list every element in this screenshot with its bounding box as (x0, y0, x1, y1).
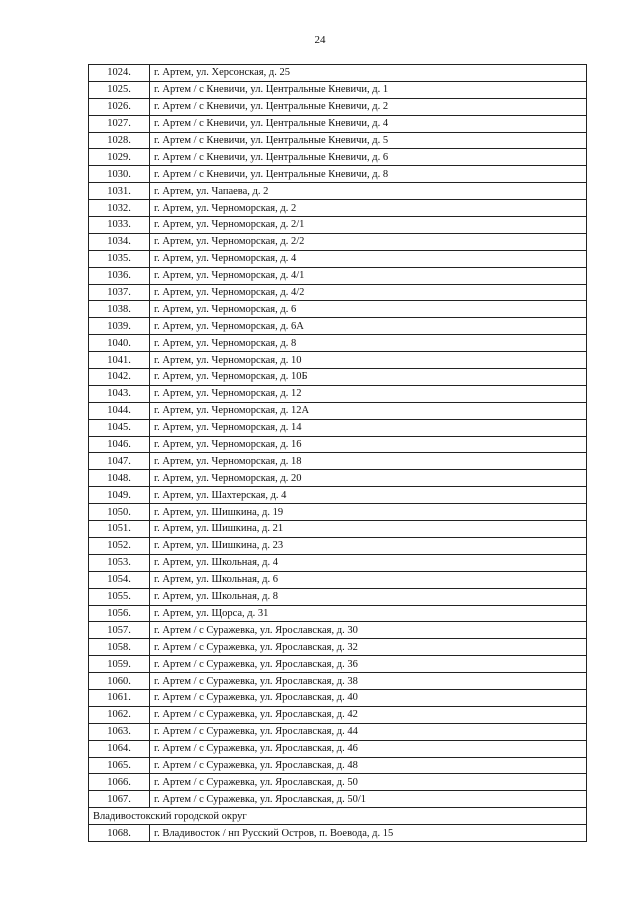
row-number: 1058. (89, 639, 150, 656)
row-address: г. Артем / с Суражевка, ул. Ярославская, д. 32 (150, 639, 587, 656)
table-row (89, 689, 587, 706)
row-address: г. Артем / с Суражевка, ул. Ярославская, д. 38 (150, 673, 587, 690)
row-number: 1028. (89, 132, 150, 149)
row-number: 1040. (89, 335, 150, 352)
section-title: Владивостокский городской округ (89, 808, 587, 825)
row-address: г. Артем, ул. Чапаева, д. 2 (150, 183, 587, 200)
row-number: 1065. (89, 757, 150, 774)
table-row (89, 740, 587, 757)
row-address: г. Артем, ул. Черноморская, д. 4/2 (150, 284, 587, 301)
row-number: 1061. (89, 689, 150, 706)
table-row (89, 81, 587, 98)
row-address: г. Артем, ул. Черноморская, д. 6А (150, 318, 587, 335)
table-row (89, 233, 587, 250)
row-address: г. Артем / с Суражевка, ул. Ярославская, д. 36 (150, 656, 587, 673)
row-number: 1026. (89, 98, 150, 115)
row-number: 1024. (89, 65, 150, 82)
row-address: г. Артем / с Кневичи, ул. Центральные Кневичи, д. 2 (150, 98, 587, 115)
table-row (89, 267, 587, 284)
row-address: г. Артем / с Кневичи, ул. Центральные Кневичи, д. 5 (150, 132, 587, 149)
table-row (89, 504, 587, 521)
row-number: 1068. (89, 825, 150, 842)
table-row (89, 673, 587, 690)
row-address: г. Артем, ул. Черноморская, д. 2 (150, 200, 587, 217)
row-address: г. Артем, ул. Щорса, д. 31 (150, 605, 587, 622)
table-row (89, 369, 587, 386)
row-address: г. Артем / с Суражевка, ул. Ярославская, д. 42 (150, 706, 587, 723)
row-address: г. Артем, ул. Шишкина, д. 19 (150, 504, 587, 521)
table-row (89, 453, 587, 470)
row-number: 1037. (89, 284, 150, 301)
table-row (89, 301, 587, 318)
table-row (89, 250, 587, 267)
row-address: г. Артем / с Суражевка, ул. Ярославская, д. 44 (150, 723, 587, 740)
table-row (89, 757, 587, 774)
row-address: г. Артем / с Суражевка, ул. Ярославская, д. 50/1 (150, 791, 587, 808)
table-row (89, 166, 587, 183)
table-row (89, 521, 587, 538)
row-address: г. Артем, ул. Черноморская, д. 20 (150, 470, 587, 487)
row-number: 1056. (89, 605, 150, 622)
table-row (89, 149, 587, 166)
row-number: 1030. (89, 166, 150, 183)
row-number: 1043. (89, 385, 150, 402)
row-address: г. Артем, ул. Шахтерская, д. 4 (150, 487, 587, 504)
table-row (89, 656, 587, 673)
table-row (89, 554, 587, 571)
row-address: г. Артем / с Кневичи, ул. Центральные Кневичи, д. 1 (150, 81, 587, 98)
table-row (89, 183, 587, 200)
row-address: г. Артем, ул. Черноморская, д. 18 (150, 453, 587, 470)
row-number: 1067. (89, 791, 150, 808)
row-address: г. Артем, ул. Херсонская, д. 25 (150, 65, 587, 82)
table-row (89, 419, 587, 436)
row-number: 1063. (89, 723, 150, 740)
table-row (89, 622, 587, 639)
row-address: г. Артем, ул. Черноморская, д. 12 (150, 385, 587, 402)
row-number: 1064. (89, 740, 150, 757)
row-number: 1062. (89, 706, 150, 723)
row-number: 1057. (89, 622, 150, 639)
row-address: г. Артем, ул. Шишкина, д. 21 (150, 521, 587, 538)
table-row (89, 825, 587, 842)
table-row (89, 605, 587, 622)
table-row (89, 470, 587, 487)
table-row (89, 200, 587, 217)
address-table-body (89, 65, 587, 842)
table-row (89, 487, 587, 504)
table-row (89, 132, 587, 149)
row-number: 1045. (89, 419, 150, 436)
row-number: 1034. (89, 233, 150, 250)
row-address: г. Артем, ул. Черноморская, д. 10 (150, 352, 587, 369)
table-row (89, 217, 587, 234)
row-number: 1055. (89, 588, 150, 605)
row-address: г. Артем, ул. Черноморская, д. 8 (150, 335, 587, 352)
row-address: г. Артем, ул. Шишкина, д. 23 (150, 537, 587, 554)
row-number: 1039. (89, 318, 150, 335)
table-row (89, 402, 587, 419)
row-number: 1033. (89, 217, 150, 234)
row-address: г. Артем / с Кневичи, ул. Центральные Кневичи, д. 6 (150, 149, 587, 166)
row-number: 1029. (89, 149, 150, 166)
row-address: г. Артем, ул. Черноморская, д. 16 (150, 436, 587, 453)
row-number: 1059. (89, 656, 150, 673)
row-number: 1060. (89, 673, 150, 690)
table-row (89, 706, 587, 723)
row-number: 1044. (89, 402, 150, 419)
table-row (89, 284, 587, 301)
row-address: г. Владивосток / нп Русский Остров, п. Воевода, д. 15 (150, 825, 587, 842)
table-row (89, 571, 587, 588)
table-row (89, 774, 587, 791)
table-row (89, 98, 587, 115)
row-address: г. Артем, ул. Черноморская, д. 6 (150, 301, 587, 318)
page-number: 24 (314, 34, 326, 46)
row-number: 1066. (89, 774, 150, 791)
table-row (89, 436, 587, 453)
row-address: г. Артем / с Суражевка, ул. Ярославская, д. 50 (150, 774, 587, 791)
row-address: г. Артем, ул. Черноморская, д. 2/1 (150, 217, 587, 234)
row-address: г. Артем / с Суражевка, ул. Ярославская, д. 30 (150, 622, 587, 639)
section-row (89, 808, 587, 825)
row-address: г. Артем / с Суражевка, ул. Ярославская, д. 48 (150, 757, 587, 774)
row-number: 1038. (89, 301, 150, 318)
row-address: г. Артем, ул. Школьная, д. 4 (150, 554, 587, 571)
table-row (89, 385, 587, 402)
row-number: 1053. (89, 554, 150, 571)
row-address: г. Артем, ул. Черноморская, д. 12А (150, 402, 587, 419)
row-number: 1042. (89, 369, 150, 386)
table-row (89, 318, 587, 335)
row-address: г. Артем, ул. Черноморская, д. 4/1 (150, 267, 587, 284)
row-number: 1036. (89, 267, 150, 284)
table-row (89, 639, 587, 656)
row-number: 1052. (89, 537, 150, 554)
row-number: 1046. (89, 436, 150, 453)
row-address: г. Артем / с Кневичи, ул. Центральные Кневичи, д. 4 (150, 115, 587, 132)
row-number: 1049. (89, 487, 150, 504)
row-address: г. Артем, ул. Черноморская, д. 10Б (150, 369, 587, 386)
table-row (89, 65, 587, 82)
table-row (89, 791, 587, 808)
table-row (89, 335, 587, 352)
row-number: 1054. (89, 571, 150, 588)
table-row (89, 115, 587, 132)
row-number: 1051. (89, 521, 150, 538)
row-number: 1041. (89, 352, 150, 369)
table-row (89, 352, 587, 369)
row-number: 1031. (89, 183, 150, 200)
table-row (89, 723, 587, 740)
row-number: 1025. (89, 81, 150, 98)
row-address: г. Артем / с Кневичи, ул. Центральные Кневичи, д. 8 (150, 166, 587, 183)
row-number: 1048. (89, 470, 150, 487)
table-row (89, 588, 587, 605)
row-address: г. Артем, ул. Школьная, д. 6 (150, 571, 587, 588)
address-table (88, 64, 587, 842)
row-number: 1035. (89, 250, 150, 267)
row-address: г. Артем, ул. Школьная, д. 8 (150, 588, 587, 605)
row-address: г. Артем, ул. Черноморская, д. 2/2 (150, 233, 587, 250)
row-address: г. Артем / с Суражевка, ул. Ярославская, д. 46 (150, 740, 587, 757)
table-row (89, 537, 587, 554)
row-number: 1047. (89, 453, 150, 470)
row-number: 1027. (89, 115, 150, 132)
row-number: 1032. (89, 200, 150, 217)
row-address: г. Артем / с Суражевка, ул. Ярославская, д. 40 (150, 689, 587, 706)
row-address: г. Артем, ул. Черноморская, д. 4 (150, 250, 587, 267)
row-address: г. Артем, ул. Черноморская, д. 14 (150, 419, 587, 436)
row-number: 1050. (89, 504, 150, 521)
